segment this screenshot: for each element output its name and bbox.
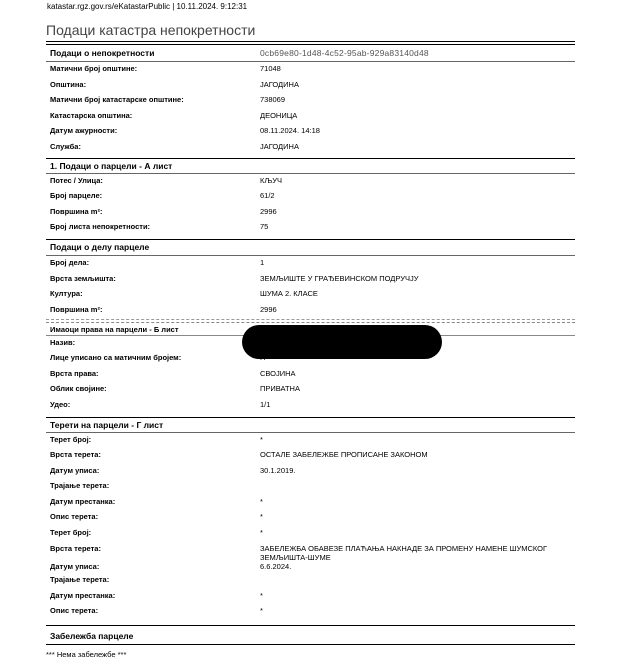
data-row <box>46 604 575 619</box>
property-id: 0cb69e80-1d48-4c52-95ab-929a83140d48 <box>260 48 429 58</box>
row-value: 75 <box>260 222 269 231</box>
part-rows <box>46 256 575 320</box>
property-rows <box>46 62 575 156</box>
parcel-heading: 1. Подаци о парцели - А лист <box>50 160 173 171</box>
data-row <box>46 124 575 140</box>
row-value: ШУМА 2. КЛАСЕ <box>260 289 318 298</box>
data-row <box>46 78 575 94</box>
row-label: Број парцеле: <box>50 191 103 200</box>
row-label: Потес / Улица: <box>50 175 103 185</box>
row-value: ЗАБЕЛЕЖБА ОБАВЕЗЕ ПЛАЋАЊА НАКНАДЕ ЗА ПРОМЕНУ НАМЕНЕ ШУМСКОГ ЗЕМЉИШТА-ШУМЕ <box>260 543 548 562</box>
row-label: Датум уписа: <box>50 561 100 571</box>
row-label: Врста терета: <box>50 543 101 553</box>
data-row <box>46 220 575 236</box>
row-label: Трајање терета: <box>50 481 110 490</box>
data-row <box>46 542 575 560</box>
row-label: Врста права: <box>50 368 99 378</box>
owners-heading: Имаоци права на парцели - Б лист <box>50 324 179 334</box>
row-value: 2996 <box>260 206 277 216</box>
row-label: Удео: <box>50 399 71 409</box>
title-divider <box>46 41 575 42</box>
source-line: katastar.rgz.gov.rs/eKatastarPublic | 10.11.2024. 9:12:31 <box>47 2 248 11</box>
data-row <box>46 109 575 125</box>
row-label: Терет број: <box>50 434 92 444</box>
data-row <box>46 573 575 589</box>
row-label: Површина m²: <box>50 304 103 314</box>
row-value: ОСТАЛЕ ЗАБЕЛЕЖБЕ ПРОПИСАНЕ ЗАКОНОМ <box>260 450 428 459</box>
row-value: * <box>260 590 263 600</box>
row-value: ЈАГОДИНА <box>260 141 299 151</box>
row-value: 1/1 <box>260 399 271 409</box>
part-heading: Подаци о делу парцеле <box>50 242 150 252</box>
row-value: КЉУЧ <box>260 175 283 185</box>
data-row <box>46 448 575 464</box>
row-label: Матични број општине: <box>50 64 138 73</box>
notes-heading: Забележба парцеле <box>50 631 134 641</box>
data-row <box>46 433 575 449</box>
parcel-section-header <box>46 158 575 174</box>
data-row <box>46 398 575 414</box>
page-title: Подаци катастра непокретности <box>46 22 256 38</box>
row-value: ПРИВАТНА <box>260 384 300 393</box>
burdens-section-header <box>46 417 575 433</box>
row-value: СВОЈИНА <box>260 368 296 378</box>
burden-group-2 <box>46 526 575 620</box>
data-row <box>46 479 575 495</box>
row-value: 2996 <box>260 304 277 314</box>
data-row <box>46 589 575 605</box>
row-label: Опис терета: <box>50 512 99 521</box>
row-value: * <box>260 434 263 444</box>
notes-section-header <box>46 625 575 645</box>
row-label: Број листа непокретности: <box>50 222 151 231</box>
row-label: Датум уписа: <box>50 465 100 475</box>
part-section-header <box>46 239 575 256</box>
row-value: ЈАГОДИНА <box>260 79 299 89</box>
data-row <box>46 560 575 574</box>
data-row <box>46 526 575 542</box>
row-value: 738069 <box>260 95 286 104</box>
row-label: Облик својине: <box>50 384 107 393</box>
row-label: Врста земљишта: <box>50 273 116 283</box>
burdens-heading: Терети на парцели - Г лист <box>50 419 164 430</box>
row-label: Трајање терета: <box>50 575 110 584</box>
property-section-header <box>46 44 575 62</box>
row-label: Површина m²: <box>50 206 103 216</box>
row-value: 08.11.2024. 14:18 <box>260 126 320 135</box>
data-row <box>46 382 575 398</box>
data-row <box>46 303 575 319</box>
row-value: * <box>260 496 263 506</box>
data-row <box>46 140 575 156</box>
data-row <box>46 464 575 480</box>
property-heading: Подаци о непокретности <box>50 48 155 58</box>
data-row <box>46 174 575 190</box>
row-value: ЗЕМЉИШТЕ У ГРАЂЕВИНСКОМ ПОДРУЧЈУ <box>260 273 419 283</box>
row-value: ДЕОНИЦА <box>260 110 298 120</box>
row-value: 6.6.2024. <box>260 561 292 571</box>
row-label: Датум престанка: <box>50 496 116 506</box>
row-value: 61/2 <box>260 191 275 200</box>
burden-group-1 <box>46 433 575 526</box>
row-label: Датум ажурности: <box>50 126 118 135</box>
row-label: Општина: <box>50 79 87 89</box>
data-row <box>46 62 575 78</box>
data-row <box>46 256 575 272</box>
row-label: Опис терета: <box>50 606 99 615</box>
data-row <box>46 510 575 526</box>
data-row <box>46 189 575 205</box>
parcel-rows <box>46 174 575 237</box>
redaction-mark <box>242 325 442 359</box>
row-label: Терет број: <box>50 527 92 537</box>
notes-text: *** Нема забележбе *** <box>46 650 127 659</box>
row-value: * <box>260 527 263 537</box>
data-row <box>46 287 575 303</box>
data-row <box>46 495 575 511</box>
row-value: 30.1.2019. <box>260 465 296 475</box>
row-label: Катастарска општина: <box>50 110 133 120</box>
data-row <box>46 272 575 288</box>
row-label: Назив: <box>50 337 76 347</box>
row-label: Култура: <box>50 289 83 298</box>
data-row <box>46 367 575 383</box>
row-label: Матични број катастарске општине: <box>50 95 184 104</box>
row-label: Лице уписано са матичним бројем: <box>50 352 182 362</box>
data-row <box>46 93 575 109</box>
row-value: 71048 <box>260 64 281 73</box>
row-value: * <box>260 512 263 521</box>
data-row <box>46 205 575 221</box>
row-label: Број дела: <box>50 258 90 267</box>
row-label: Датум престанка: <box>50 590 116 600</box>
row-label: Служба: <box>50 141 81 151</box>
row-value: 1 <box>260 258 265 267</box>
row-label: Врста терета: <box>50 450 101 459</box>
row-value: * <box>260 606 263 615</box>
